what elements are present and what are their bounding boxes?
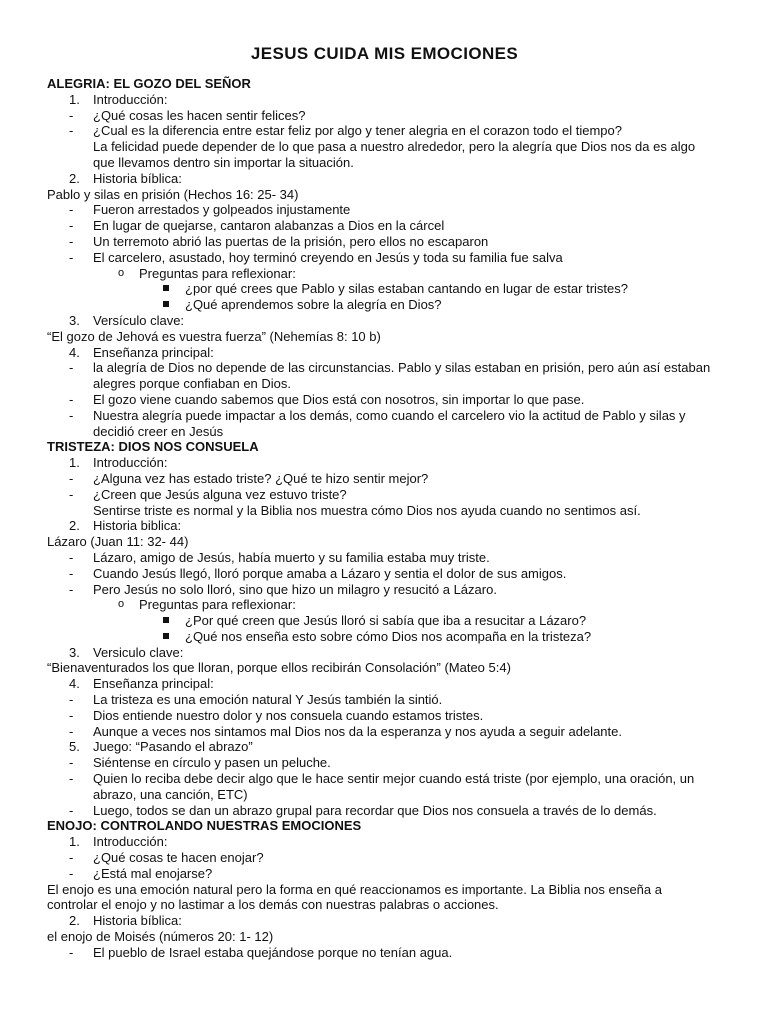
line-text: Fueron arrestados y golpeados injustamente: [93, 202, 351, 218]
line-text: que llevamos dentro sin importar la situación.: [93, 154, 354, 170]
sub-bullet-item: [47, 266, 722, 282]
line-text: El enojo es una emoción natural pero la forma en qué reaccionamos es importante. La Biblia nos enseña a: [47, 881, 662, 897]
item-number: 4.: [69, 344, 80, 360]
section-heading: [47, 439, 722, 455]
dash-item: [47, 218, 722, 234]
text-line: [47, 929, 722, 945]
numbered-item: [47, 171, 722, 187]
line-text: Historia biblica:: [93, 518, 182, 534]
dash-item: [47, 866, 722, 882]
numbered-item: [47, 676, 722, 692]
line-text: ¿Alguna vez has estado triste? ¿Qué te hizo sentir mejor?: [93, 470, 429, 486]
circle-bullet-icon: o: [118, 266, 125, 279]
line-text: ¿por qué crees que Pablo y silas estaban cantando en lugar de estar tristes?: [185, 281, 628, 297]
square-bullet-item: [47, 629, 722, 645]
text-line: [47, 329, 722, 345]
continuation-line: [47, 155, 722, 171]
section-heading: [47, 818, 722, 834]
numbered-item: [47, 645, 722, 661]
circle-bullet-icon: o: [118, 598, 125, 611]
line-text: ALEGRIA: EL GOZO DEL SEÑOR: [47, 76, 251, 91]
line-text: el enojo de Moisés (números 20: 1- 12): [47, 929, 274, 945]
dash-bullet-icon: -: [69, 391, 74, 407]
square-bullet-icon: [163, 285, 169, 291]
dash-bullet-icon: -: [69, 944, 74, 960]
line-text: Juego: “Pasando el abrazo”: [93, 739, 253, 755]
dash-bullet-icon: -: [69, 486, 74, 502]
dash-item: [47, 550, 722, 566]
line-text: Quien lo reciba debe decir algo que le hace sentir mejor cuando está triste (por ejemplo, una oración, un: [93, 771, 695, 787]
continuation-line: [47, 139, 722, 155]
document-title: JESUS CUIDA MIS EMOCIONES: [250, 44, 519, 63]
line-text: “Bienaventurados los que lloran, porque ellos recibirán Consolación” (Mateo 5:4): [47, 660, 511, 676]
square-bullet-item: [47, 281, 722, 297]
line-text: TRISTEZA: DIOS NOS CONSUELA: [47, 439, 259, 455]
line-text: Lázaro, amigo de Jesús, había muerto y su familia estaba muy triste.: [93, 549, 490, 565]
item-number: 2.: [69, 518, 80, 534]
dash-item: [47, 250, 722, 266]
square-bullet-item: [47, 297, 722, 313]
line-text: ¿Qué aprendemos sobre la alegría en Dios?: [185, 297, 442, 313]
line-text: Introducción:: [93, 91, 168, 107]
dash-bullet-icon: -: [69, 755, 74, 771]
line-text: Historia bíblica:: [93, 170, 182, 186]
line-text: Versículo clave:: [93, 312, 185, 328]
square-bullet-icon: [163, 617, 169, 623]
item-number: 3.: [69, 644, 80, 660]
continuation-line: [47, 503, 722, 519]
dash-bullet-icon: -: [69, 107, 74, 123]
line-text: Introducción:: [93, 455, 168, 471]
line-text: controlar el enojo y no lastimar a los demás con nuestras palabras o acciones.: [47, 897, 499, 913]
dash-bullet-icon: -: [69, 707, 74, 723]
dash-item: [47, 392, 722, 408]
line-text: ¿Qué cosas les hacen sentir felices?: [93, 107, 306, 123]
line-text: Introducción:: [93, 834, 168, 850]
item-number: 3.: [69, 312, 80, 328]
dash-bullet-icon: -: [69, 360, 74, 376]
line-text: decidió creer en Jesús: [93, 423, 224, 439]
dash-item: [47, 582, 722, 598]
line-text: Versiculo clave:: [93, 644, 184, 660]
line-text: Enseñanza principal:: [93, 676, 214, 692]
dash-bullet-icon: -: [69, 565, 74, 581]
line-text: El gozo viene cuando sabemos que Dios está con nosotros, sin importar lo que pase.: [93, 391, 585, 407]
dash-item: [47, 803, 722, 819]
dash-item: [47, 234, 722, 250]
line-text: ¿Cual es la diferencia entre estar feliz por algo y tener alegria en el corazon todo el tiempo?: [93, 123, 622, 139]
item-number: 4.: [69, 676, 80, 692]
continuation-line: [47, 424, 722, 440]
square-bullet-item: [47, 613, 722, 629]
line-text: En lugar de quejarse, cantaron alabanzas a Dios en la cárcel: [93, 218, 445, 234]
text-line: [47, 534, 722, 550]
dash-item: [47, 724, 722, 740]
numbered-item: [47, 518, 722, 534]
line-text: Pero Jesús no solo lloró, sino que hizo un milagro y resucitó a Lázaro.: [93, 581, 497, 597]
line-text: Cuando Jesús llegó, lloró porque amaba a Lázaro y sentia el dolor de sus amigos.: [93, 565, 567, 581]
dash-bullet-icon: -: [69, 218, 74, 234]
line-text: abrazo, una canción, ETC): [93, 786, 248, 802]
dash-bullet-icon: -: [69, 470, 74, 486]
dash-bullet-icon: -: [69, 202, 74, 218]
continuation-line: [47, 787, 722, 803]
document-body: [47, 76, 722, 961]
dash-item: [47, 755, 722, 771]
dash-item: [47, 487, 722, 503]
numbered-item: [47, 913, 722, 929]
item-number: 1.: [69, 455, 80, 471]
text-line: [47, 882, 722, 898]
numbered-item: [47, 92, 722, 108]
dash-item: [47, 771, 722, 787]
line-text: Dios entiende nuestro dolor y nos consuela cuando estamos tristes.: [93, 707, 484, 723]
numbered-item: [47, 455, 722, 471]
numbered-item: [47, 345, 722, 361]
dash-bullet-icon: -: [69, 549, 74, 565]
line-text: Enseñanza principal:: [93, 344, 214, 360]
section-heading: [47, 76, 722, 92]
line-text: Lázaro (Juan 11: 32- 44): [47, 534, 189, 550]
line-text: El carcelero, asustado, hoy terminó creyendo en Jesús y toda su familia fue salva: [93, 249, 563, 265]
item-number: 1.: [69, 834, 80, 850]
text-line: [47, 187, 722, 203]
square-bullet-icon: [163, 301, 169, 307]
numbered-item: [47, 313, 722, 329]
line-text: Pablo y silas en prisión (Hechos 16: 25- 34): [47, 186, 299, 202]
dash-item: [47, 692, 722, 708]
dash-item: [47, 708, 722, 724]
line-text: El pueblo de Israel estaba quejándose porque no tenían agua.: [93, 944, 453, 960]
line-text: Preguntas para reflexionar:: [139, 265, 296, 281]
dash-bullet-icon: -: [69, 249, 74, 265]
dash-item: [47, 408, 722, 424]
line-text: Sentirse triste es normal y la Biblia nos muestra cómo Dios nos ayuda cuando no sentimos así.: [93, 502, 641, 518]
line-text: “El gozo de Jehová es vuestra fuerza” (Nehemías 8: 10 b): [47, 328, 381, 344]
text-line: [47, 660, 722, 676]
numbered-item: [47, 834, 722, 850]
dash-item: [47, 123, 722, 139]
line-text: ¿Creen que Jesús alguna vez estuvo triste?: [93, 486, 347, 502]
dash-item: [47, 850, 722, 866]
line-text: alegres porque confiaban en Dios.: [93, 376, 292, 392]
dash-bullet-icon: -: [69, 581, 74, 597]
item-number: 2.: [69, 913, 80, 929]
dash-bullet-icon: -: [69, 723, 74, 739]
line-text: Siéntense en círculo y pasen un peluche.: [93, 755, 331, 771]
square-bullet-icon: [163, 633, 169, 639]
dash-bullet-icon: -: [69, 692, 74, 708]
line-text: La felicidad puede depender de lo que pasa a nuestro alrededor, pero la alegría que Dios nos da es algo: [93, 139, 696, 155]
line-text: Aunque a veces nos sintamos mal Dios nos da la esperanza y nos ayuda a seguir adelante.: [93, 723, 622, 739]
dash-item: [47, 566, 722, 582]
dash-bullet-icon: -: [69, 233, 74, 249]
dash-bullet-icon: -: [69, 123, 74, 139]
line-text: ENOJO: CONTROLANDO NUESTRAS EMOCIONES: [47, 818, 362, 834]
line-text: la alegría de Dios no depende de las circunstancias. Pablo y silas estaban en prisión, pero aún así estaban: [93, 360, 711, 376]
item-number: 2.: [69, 170, 80, 186]
line-text: ¿Por qué creen que Jesús lloró si sabía que iba a resucitar a Lázaro?: [185, 613, 587, 629]
text-line: [47, 897, 722, 913]
line-text: Un terremoto abrió las puertas de la prisión, pero ellos no escaparon: [93, 233, 489, 249]
dash-item: [47, 360, 722, 376]
dash-item: [47, 945, 722, 961]
dash-bullet-icon: -: [69, 802, 74, 818]
line-text: Luego, todos se dan un abrazo grupal para recordar que Dios nos consuela a través de lo demás.: [93, 802, 657, 818]
line-text: Nuestra alegría puede impactar a los demás, como cuando el carcelero vio la actitud de Pablo y silas y: [93, 407, 686, 423]
dash-item: [47, 108, 722, 124]
dash-item: [47, 471, 722, 487]
line-text: La tristeza es una emoción natural Y Jesús también la sintió.: [93, 692, 443, 708]
line-text: Preguntas para reflexionar:: [139, 597, 296, 613]
continuation-line: [47, 376, 722, 392]
dash-bullet-icon: -: [69, 407, 74, 423]
dash-item: [47, 202, 722, 218]
line-text: ¿Qué cosas te hacen enojar?: [93, 850, 264, 866]
sub-bullet-item: [47, 597, 722, 613]
dash-bullet-icon: -: [69, 865, 74, 881]
numbered-item: [47, 739, 722, 755]
line-text: ¿Qué nos enseña esto sobre cómo Dios nos acompaña en la tristeza?: [185, 628, 592, 644]
item-number: 1.: [69, 91, 80, 107]
dash-bullet-icon: -: [69, 850, 74, 866]
line-text: ¿Está mal enojarse?: [93, 865, 213, 881]
item-number: 5.: [69, 739, 80, 755]
dash-bullet-icon: -: [69, 771, 74, 787]
line-text: Historia bíblica:: [93, 913, 182, 929]
